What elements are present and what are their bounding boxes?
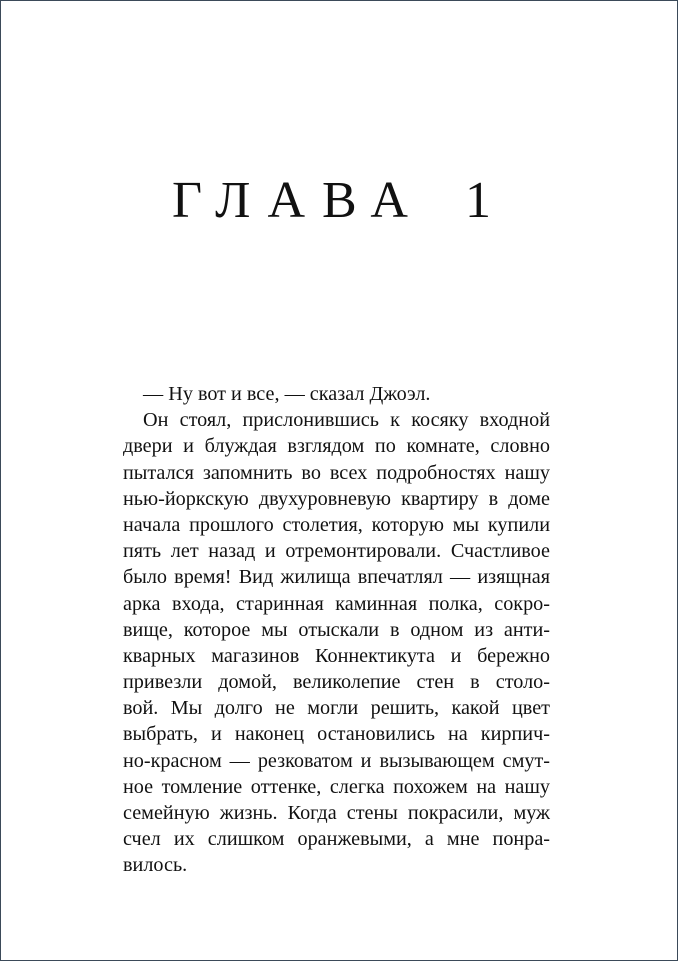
text-line: — Ну вот и все, — сказал Джоэл. — [143, 383, 431, 405]
text-line: выбрать, и наконец остановились на кирпич- — [123, 723, 550, 746]
text-line: начала прошлого столетия, которую мы купили — [123, 513, 550, 536]
text-line: ное томление оттенке, слегка похожем на нашу — [123, 775, 550, 798]
chapter-heading — [1, 161, 678, 241]
text-line: счел их слишком оранжевыми, а мне понра- — [123, 828, 550, 851]
text-line: вилось. — [123, 854, 188, 877]
text-line: вой. Мы долго не могли решить, какой цвет — [123, 697, 550, 720]
text-line: привезли домой, великолепие стен в столо- — [123, 671, 550, 694]
text-line: семейную жизнь. Когда стены покрасили, муж — [123, 802, 550, 824]
text-line: было время! Вид жилища впечатлял — изящная — [123, 566, 550, 589]
chapter-heading-word: ГЛАВА — [172, 172, 425, 229]
chapter-heading-number: 1 — [464, 172, 508, 229]
text-line: вище, которое мы отыскали в одном из анти- — [123, 618, 550, 641]
text-line: пять лет назад и отремонтировали. Счастливое — [123, 540, 550, 563]
text-line: пытался запомнить во всех подробностях нашу — [123, 461, 550, 484]
text-line: кварных магазинов Коннектикута и бережно — [123, 644, 550, 667]
text-line: но-красном — резковатом и вызывающем смут- — [123, 749, 550, 772]
text-line: арка входа, старинная каминная полка, сокро- — [123, 592, 550, 615]
text-line: двери и блуждая взглядом по комнате, словно — [123, 435, 550, 458]
text-line: нью-йоркскую двухуровневую квартиру в доме — [123, 487, 550, 510]
text-line: Он стоял, прислонившись к косяку входной — [143, 409, 550, 432]
chapter-body-text — [123, 381, 550, 879]
